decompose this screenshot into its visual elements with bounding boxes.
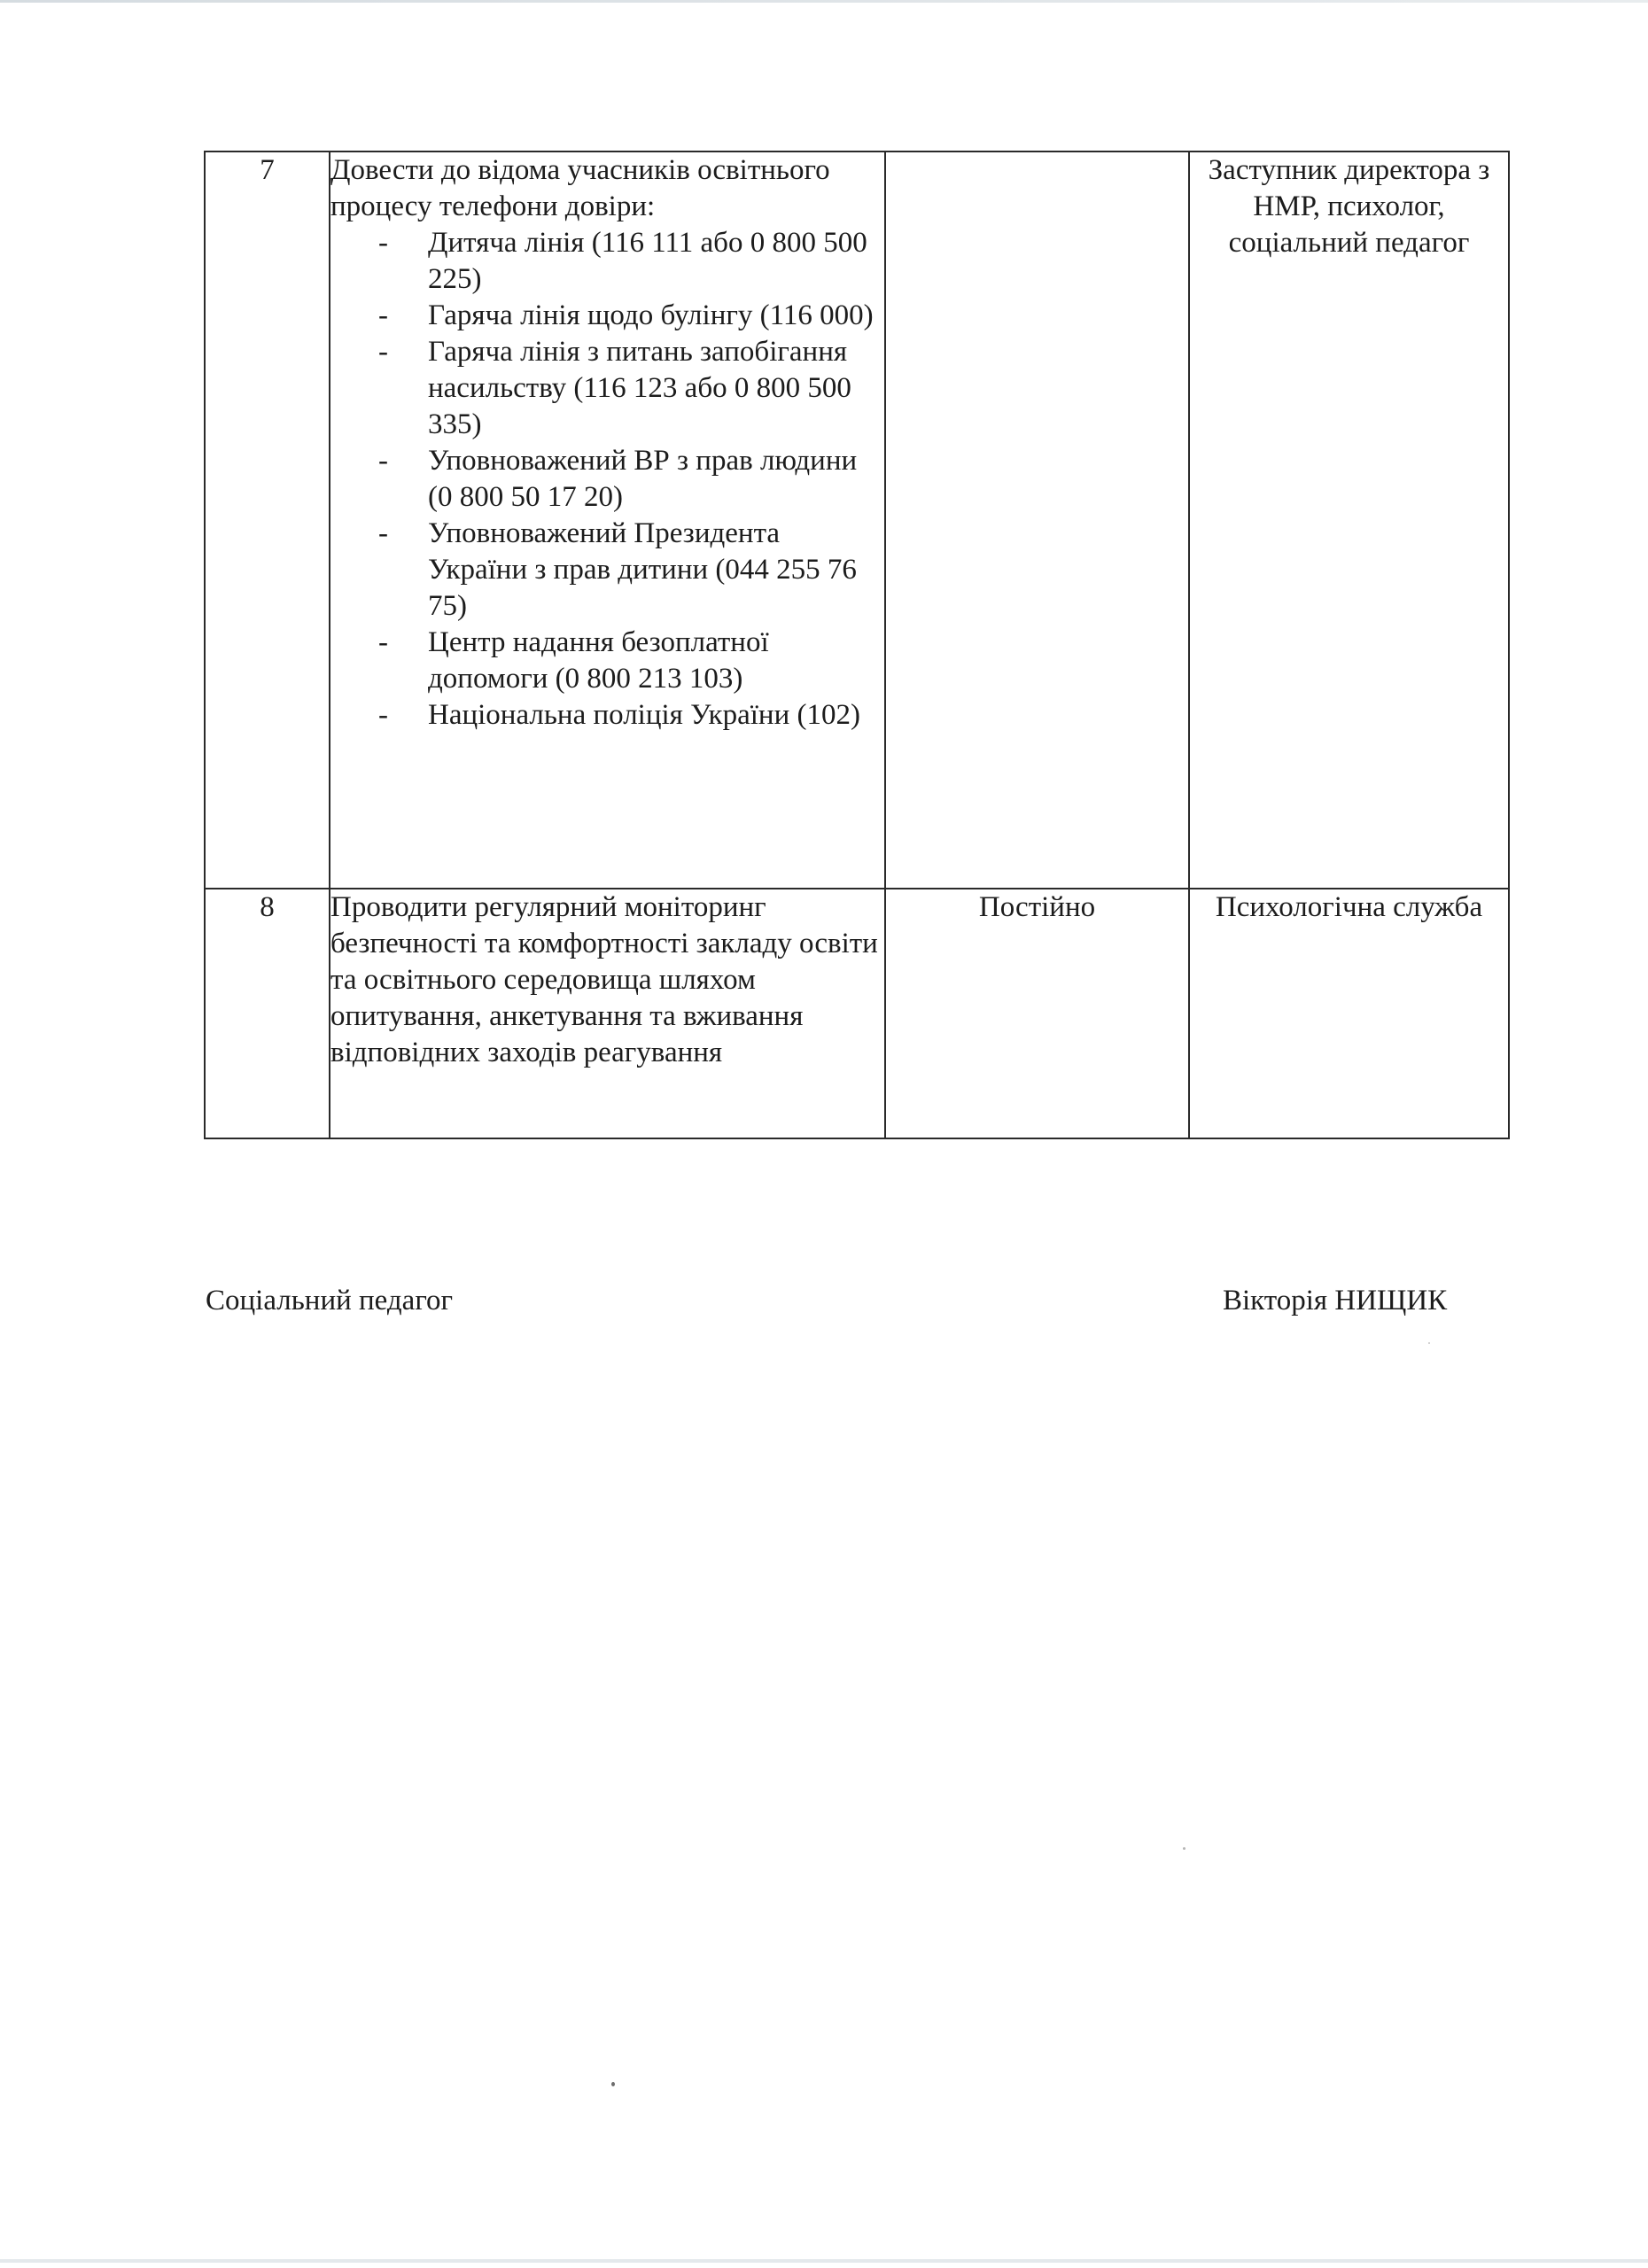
bullet-dash: - [378,626,388,658]
table-row [205,889,1509,1138]
task-intro: Довести до відома учасників освітнього процесу телефони довіри: [330,154,830,222]
row-number: 7 [205,151,330,889]
term-cell [885,151,1189,889]
term-cell: Постійно [885,889,1189,1138]
measures-table [204,151,1510,1139]
bullet-dash: - [378,445,388,477]
task-cell [330,151,885,889]
list-item [378,334,884,443]
signature-position: Соціальний педагог [206,1285,454,1317]
bullet-dash: - [378,699,388,731]
scan-speck [611,2082,615,2086]
scan-edge-top [0,0,1648,3]
list-item [378,625,884,697]
bullet-dash: - [378,227,388,259]
responsible-cell: Заступник директора з НМР, психолог, соціальний педагог [1189,151,1509,889]
table-row [205,151,1509,889]
hotline-text: Центр надання безоплатної допомоги (0 800 213 103) [428,626,769,695]
list-item [378,443,884,516]
bullet-dash: - [378,517,388,549]
bullet-dash: - [378,299,388,331]
list-item [378,516,884,625]
hotline-list [330,225,884,734]
bullet-dash: - [378,336,388,368]
scan-edge-bottom [0,2259,1648,2263]
list-item [378,225,884,298]
scan-speck [1183,1847,1185,1850]
hotline-text: Уповноважений Президента України з прав дитини (044 255 76 75) [428,517,857,622]
task-cell: Проводити регулярний моніторинг безпечності та комфортності закладу освіти та освітнього середовища шляхом опитування, анкетування та вживання відповідних заходів реагування [330,889,885,1138]
list-item [378,697,884,734]
scan-speck [1428,1342,1430,1344]
hotline-text: Національна поліція України (102) [428,699,860,731]
list-item [378,298,884,334]
responsible-cell: Психологічна служба [1189,889,1509,1138]
row-number: 8 [205,889,330,1138]
signature-name: Вікторія НИЩИК [1223,1285,1448,1317]
hotline-text: Уповноважений ВР з прав людини (0 800 50 17 20) [428,445,858,513]
hotline-text: Дитяча лінія (116 111 або 0 800 500 225) [428,227,867,295]
hotline-text: Гаряча лінія з питань запобігання насильству (116 123 або 0 800 500 335) [428,336,851,440]
hotline-text: Гаряча лінія щодо булінгу (116 000) [428,299,874,331]
